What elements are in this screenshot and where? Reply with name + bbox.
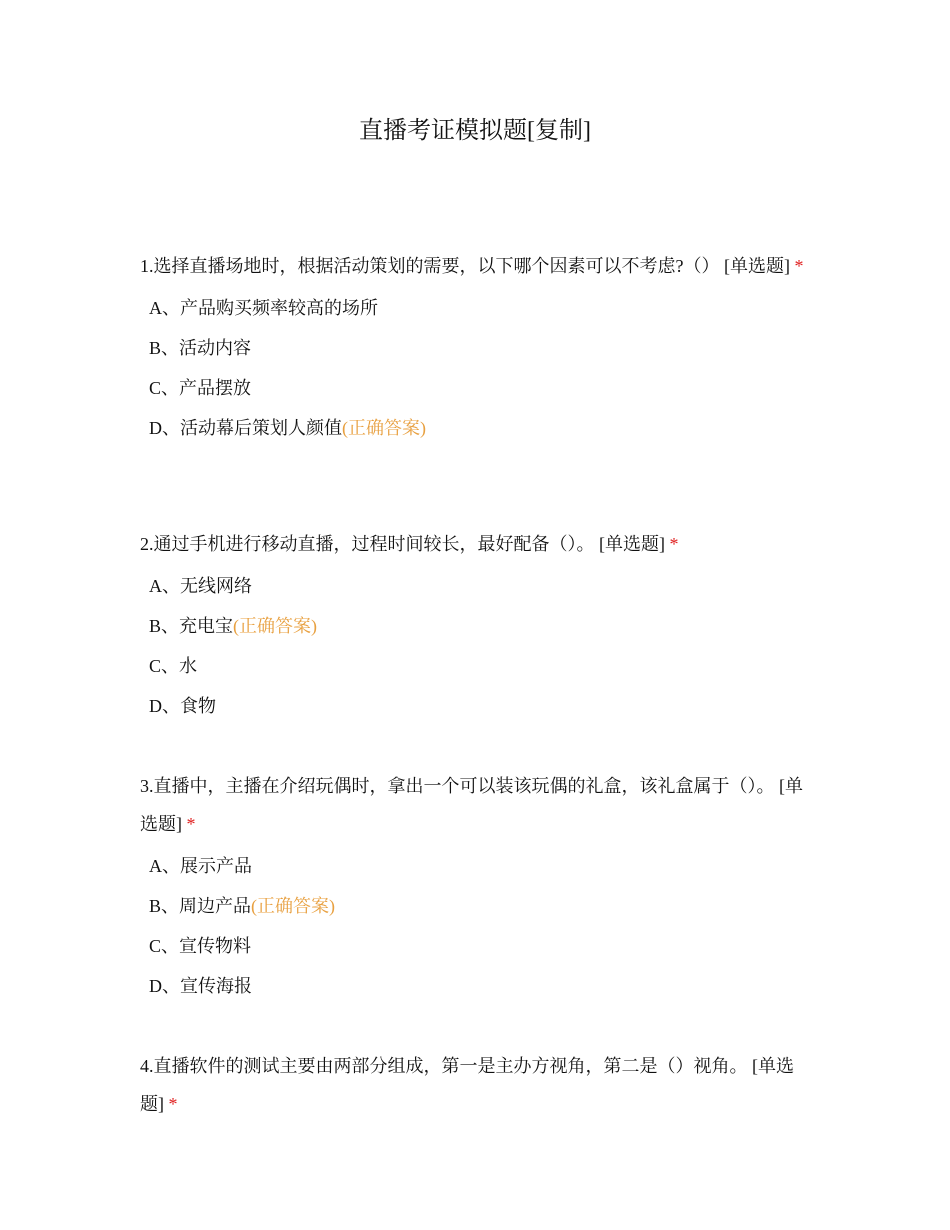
required-mark: * [669, 534, 679, 554]
option-label: A、无线网络 [149, 576, 252, 596]
question-text [140, 1047, 805, 1123]
option-label: D、食物 [149, 696, 216, 716]
option-label: A、展示产品 [149, 856, 252, 876]
correct-answer-badge: (正确答案) [233, 616, 318, 636]
question-label: 1.选择直播场地时，根据活动策划的需要，以下哪个因素可以不考虑?（） [单选题] [140, 256, 790, 276]
option-label: D、活动幕后策划人颜值 [149, 418, 342, 438]
option-label: C、产品摆放 [149, 378, 252, 398]
option [140, 368, 805, 408]
question-text [140, 767, 805, 843]
required-mark: * [794, 256, 804, 276]
option [140, 966, 805, 1006]
option-label: B、周边产品 [149, 896, 252, 916]
required-mark: * [168, 1094, 178, 1114]
option-label: D、宣传海报 [149, 976, 252, 996]
question-3 [140, 767, 805, 1006]
option [140, 926, 805, 966]
option-label: A、产品购买频率较高的场所 [149, 298, 378, 318]
option-label: C、宣传物料 [149, 936, 252, 956]
correct-answer-badge: (正确答案) [342, 418, 426, 438]
option [140, 288, 805, 328]
question-2 [140, 525, 805, 726]
option [140, 606, 805, 646]
option-label: B、活动内容 [149, 338, 252, 358]
option-label: C、水 [149, 656, 198, 676]
page-title: 直播考证模拟题[复制] [359, 118, 591, 144]
correct-answer-badge: (正确答案) [251, 896, 336, 916]
option [140, 566, 805, 606]
question-1 [140, 247, 805, 448]
question-4 [140, 1047, 805, 1126]
question-label: 4.直播软件的测试主要由两部分组成，第一是主办方视角，第二是（）视角。 [单选题] [140, 1056, 794, 1114]
option [140, 846, 805, 886]
option [140, 646, 805, 686]
question-text [140, 525, 805, 563]
option-label: B、充电宝 [149, 616, 234, 636]
question-label: 2.通过手机进行移动直播，过程时间较长，最好配备（）。 [单选题] [140, 534, 665, 554]
option [140, 408, 805, 448]
option [140, 886, 805, 926]
option [140, 328, 805, 368]
option [140, 686, 805, 726]
question-label: 3.直播中，主播在介绍玩偶时，拿出一个可以装该玩偶的礼盒，该礼盒属于（）。 [单选题] [140, 776, 803, 834]
required-mark: * [186, 814, 196, 834]
question-text [140, 247, 805, 285]
